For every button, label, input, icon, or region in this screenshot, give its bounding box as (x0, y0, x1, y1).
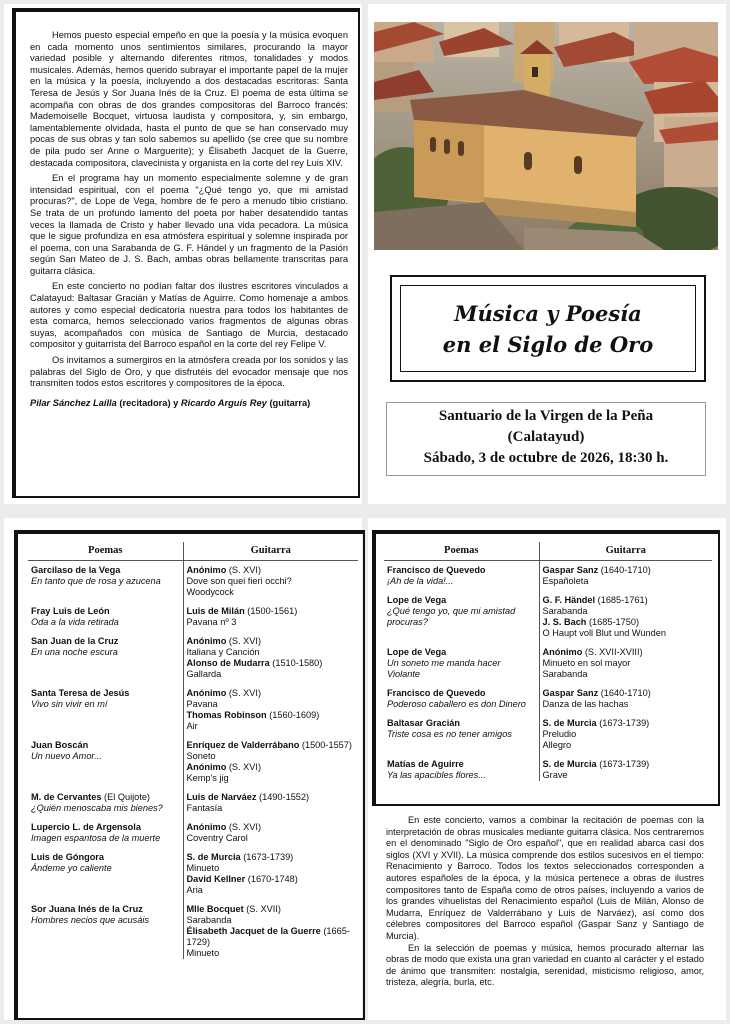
program-right-frame (372, 530, 720, 806)
program-row (28, 628, 358, 680)
program-right-body (384, 561, 712, 782)
program-row (384, 639, 712, 680)
poem-cell (28, 814, 183, 844)
work-title: Woodycock (186, 587, 234, 597)
composer-line (187, 658, 356, 669)
poet-name: Lupercio L. de Argensola (31, 822, 141, 832)
program-row (384, 710, 712, 751)
composer-name: Luis de Milán (186, 606, 245, 616)
poet-name: M. de Cervantes (31, 792, 102, 802)
composer-name: Enríquez de Valderrábano (186, 740, 300, 750)
intro-paragraph: Os invitamos a sumergiros en la atmósfera creada por los sonidos y las palabras del Siglo de Oro, y que disfrutéis del evocador mensaje que nos transmiten todos estos escritores y compositores de la época. (30, 355, 348, 389)
program-left-body (28, 561, 358, 960)
composer-name: Élisabeth Jacquet de la Guerre (186, 926, 321, 936)
composer-dates: (S. XVI) (228, 762, 262, 772)
composer-name: Anónimo (186, 565, 227, 575)
poet-note: (El Quijote) (104, 792, 150, 802)
composer-name: Gaspar Sanz (542, 688, 599, 698)
work-title: Españoleta (542, 576, 589, 586)
intro-paragraph: Hemos puesto especial empeño en que la poesía y la música evoquen en cada momento unos sentimientos similares, procurando la mayor variedad posible y alternando diferentes ritmos, tonalidades y modos musicales. Además, hemos querido subrayar el importante papel de la mujer en la música y la poesía, incluyendo a dos destacadas escritoras: Santa Teresa de Jesús y Sor Juana Inés de la Cruz. El poema de esta última se acompaña con obras de dos grandes compositoras del Barroco francés: Mademoiselle Bocquet, virtuosa laudista y compositora, y, sin embargo, lamentablemente olvidada, hasta el punto de que se han conservado muy pocas de sus obras y tan solo sabemos su apellido (se cree que su nombre de pila pudo ser Anne o Marguerite); y Élisabeth Jacquet de la Guerre, destacada compositora, clavecinista y organista en la corte del rey Luis XIV. (30, 30, 348, 168)
poem-title: Vivo sin vivir en mí (31, 699, 108, 709)
work-title: Gallarda (186, 669, 222, 679)
composer-name: Luis de Narváez (186, 792, 257, 802)
poem-title: Poderoso caballero es don Dinero (387, 699, 526, 709)
poet-name: Luis de Góngora (31, 852, 104, 862)
composer-dates: (S. XVI) (228, 822, 262, 832)
composer-line (187, 636, 356, 647)
music-cell (183, 561, 358, 599)
poem-title: En tanto que de rosa y azucena (31, 576, 161, 586)
composer-line (187, 606, 356, 617)
program-table-right (384, 542, 712, 781)
work-title: Sarabanda (542, 669, 588, 679)
composer-line (543, 759, 710, 770)
church-town-photo-icon (374, 22, 718, 250)
program-row (28, 598, 358, 628)
music-cell (183, 896, 358, 959)
poem-cell (384, 639, 539, 680)
poem-title: Un nuevo Amor... (31, 751, 102, 761)
composer-line (187, 874, 356, 885)
work-title: Sarabanda (542, 606, 588, 616)
poem-title: ¿Qué tengo yo, que mi amistad procuras? (387, 606, 516, 627)
composer-dates: (S. XVII-XVIII) (584, 647, 643, 657)
music-cell (183, 784, 358, 814)
poems-header: Poemas (384, 542, 539, 561)
composer-name: Anónimo (186, 762, 227, 772)
program-row (28, 844, 358, 896)
poem-cell (28, 561, 183, 599)
poem-cell (384, 680, 539, 710)
program-left (28, 542, 358, 1012)
work-title: Dove son quei fieri occhi? (186, 576, 292, 586)
poet-name: Francisco de Quevedo (387, 688, 486, 698)
composer-name: Alonso de Mudarra (186, 658, 270, 668)
composer-name: Anónimo (542, 647, 583, 657)
composer-dates: (1500-1561) (247, 606, 298, 616)
composer-dates: (1673-1739) (599, 759, 650, 769)
work-title: Allegro (542, 740, 572, 750)
composer-name: Mlle Bocquet (186, 904, 244, 914)
music-cell (539, 710, 712, 751)
composer-line (543, 617, 710, 628)
poem-cell (28, 732, 183, 784)
music-cell (539, 561, 712, 588)
poet-name: Lope de Vega (387, 595, 447, 605)
work-title: Air (186, 721, 198, 731)
work-title: Pavana (186, 699, 218, 709)
composer-line (187, 926, 356, 948)
work-title: Sarabanda (186, 915, 232, 925)
program-row (28, 896, 358, 959)
program-row (28, 784, 358, 814)
music-cell (183, 732, 358, 784)
outro-paragraph: En la selección de poemas y música, hemos procurado alternar las obras de modo que exista una gran variedad en cuanto al carácter y el estado de ánimo que transmiten: nostalgia, serenidad, misticismo religioso, amor, tristeza, alegría, burla, etc. (386, 942, 704, 988)
work-title: Aria (186, 885, 203, 895)
composer-dates: (S. XVI) (228, 636, 262, 646)
poet-name: Sor Juana Inés de la Cruz (31, 904, 143, 914)
program-right (384, 542, 712, 798)
poet-name: Garcilaso de la Vega (31, 565, 121, 575)
program-row (384, 561, 712, 588)
poem-cell (384, 751, 539, 781)
composer-dates: (1490-1552) (259, 792, 310, 802)
composer-name: Gaspar Sanz (542, 565, 599, 575)
composer-name: S. de Murcia (542, 718, 597, 728)
poem-cell (28, 680, 183, 732)
composer-line (187, 852, 356, 863)
program-row (28, 732, 358, 784)
composer-line (187, 565, 356, 576)
composer-dates: (1685-1750) (588, 617, 640, 627)
poem-title: ¿Quién menoscaba mis bienes? (31, 803, 163, 813)
composer-line (187, 904, 356, 915)
poem-title: Un soneto me manda hacer Violante (387, 658, 501, 679)
composer-line (543, 595, 710, 606)
poem-cell (28, 598, 183, 628)
composer-name: J. S. Bach (542, 617, 587, 627)
guitar-header: Guitarra (183, 542, 358, 561)
composer-line (187, 710, 356, 721)
composer-line (543, 718, 710, 729)
poem-title: Hombres necios que acusáis (31, 915, 149, 925)
composer-line (187, 792, 356, 803)
composer-dates: (S. XVII) (246, 904, 281, 914)
poem-cell (384, 561, 539, 588)
composer-dates: (1640-1710) (600, 565, 651, 575)
guitar-header: Guitarra (539, 542, 712, 561)
poem-cell (28, 628, 183, 680)
program-row (28, 561, 358, 599)
composer-line (187, 762, 356, 773)
composer-name: S. de Murcia (542, 759, 597, 769)
composer-dates: (1510-1580) (272, 658, 323, 668)
program-table-left (28, 542, 358, 959)
music-cell (539, 680, 712, 710)
poet-name: San Juan de la Cruz (31, 636, 119, 646)
work-title: Pavana nº 3 (186, 617, 237, 627)
work-title: Minueto en sol mayor (542, 658, 631, 668)
poem-title: Ya las apacibles flores... (387, 770, 486, 780)
church-photo (374, 22, 718, 250)
composer-dates: (S. XVI) (228, 688, 262, 698)
program-row (28, 814, 358, 844)
composer-name: Anónimo (186, 688, 227, 698)
program-row (384, 680, 712, 710)
music-cell (183, 598, 358, 628)
poem-title: Imagen espantosa de la muerte (31, 833, 161, 843)
poet-name: Matías de Aguirre (387, 759, 464, 769)
outro-text (386, 815, 704, 989)
composer-name: G. F. Händel (542, 595, 596, 605)
composer-dates: (1560-1609) (269, 710, 320, 720)
work-title: Italiana y Canción (186, 647, 260, 657)
composer-dates: (1665-1729) (186, 926, 350, 947)
concert-title-inner-frame (400, 285, 696, 372)
poet-name: Juan Boscán (31, 740, 89, 750)
poem-cell (28, 784, 183, 814)
concert-title-box (390, 275, 706, 382)
music-cell (539, 751, 712, 781)
poet-name: Santa Teresa de Jesús (31, 688, 130, 698)
work-title: O Haupt voll Blut und Wunden (542, 628, 666, 638)
work-title: Preludio (542, 729, 577, 739)
program-row (28, 680, 358, 732)
music-cell (539, 587, 712, 639)
program-row (384, 587, 712, 639)
composer-line (543, 647, 710, 658)
composer-name: David Kellner (186, 874, 246, 884)
poet-name: Lope de Vega (387, 647, 447, 657)
intro-text (30, 30, 348, 413)
program-left-frame (14, 530, 365, 1020)
work-title: Soneto (186, 751, 216, 761)
composer-dates: (1673-1739) (243, 852, 294, 862)
work-title: Coventry Carol (186, 833, 248, 843)
work-title: Fantasía (186, 803, 223, 813)
music-cell (183, 680, 358, 732)
composer-line (187, 822, 356, 833)
music-cell (183, 844, 358, 896)
composer-dates: (1685-1761) (597, 595, 648, 605)
performer-name: Pilar Sánchez Laílla (30, 397, 117, 408)
poem-cell (28, 844, 183, 896)
intro-paragraph: En este concierto no podían faltar dos ilustres escritores vinculados a Calatayud: Baltasar Gracián y Matías de Aguirre. Como homenaje a ambos autores y como especial dedicatoria nuestra para todos los habitantes de esta comarca, hemos seleccionado varios fragmentos de algunas obras suyas, acompañados con música de Santiago de Murcia, destacado compositor y guitarrista del Barroco español en la corte del rey Felipe V. (30, 281, 348, 350)
intro-paragraph: En el programa hay un momento especialmente solemne y de gran intensidad espiritual, con el poema "¿Qué tengo yo, que mi amistad procuras?", de Lope de Vega, hombre de fe pero a menudo tibio cristiano. Se trata de un profundo lamento del poeta por haber desatendido tantas veces la llamada de Cristo y haber llevado una vida pecadora. La música que le sigue profundiza en esa atmósfera espiritual y solemne inspirada por el poema, con una Sarabanda de G. F. Händel y un fragmento de la Pasión según San Mateo de J. S. Bach, ambas obras bellamente transcritas para guitarra clásica. (30, 173, 348, 276)
composer-dates: (1670-1748) (247, 874, 298, 884)
work-title: Minueto (186, 948, 220, 958)
poem-title: Triste cosa es no tener amigos (387, 729, 512, 739)
music-cell (183, 814, 358, 844)
poem-cell (384, 587, 539, 639)
composer-dates: (1500-1557) (301, 740, 352, 750)
poem-cell (384, 710, 539, 751)
composer-line (187, 740, 356, 751)
work-title: Kemp's jig (186, 773, 229, 783)
poems-header: Poemas (28, 542, 183, 561)
program-row (384, 751, 712, 781)
venue-box (386, 402, 706, 476)
intro-frame (12, 8, 360, 498)
music-cell (539, 639, 712, 680)
outro-paragraph: En este concierto, vamos a combinar la recitación de poemas con la interpretación de obras musicales mediante guitarra clásica. Nos centraremos en el denominado "Siglo de Oro español", que en realidad abarca casi dos siglos (XVI y XVII). La música comprende dos estilos sucesivos en el tiempo: Renacimiento y Barroco. Todos los textos seleccionados corresponden a autores españoles de la época, y la música pertenece a obras de ilustres compositores tanto de España como de otros países, incluyendo a varios de los grandes vihuelistas del Renacimiento español (Luis de Milán, Alonso de Mudarra, Enríquez de Valderrábano y Luis de Narváez), así como dos célebres compositores del Barroco español (Gaspar Sanz y Santiago de Murcia). (386, 815, 704, 941)
signature (30, 398, 348, 410)
venue-name: Santuario de la Virgen de la Peña (438, 408, 654, 424)
venue-town: (Calatayud) (507, 429, 585, 445)
composer-line (187, 688, 356, 699)
music-cell (183, 628, 358, 680)
composer-dates: (1640-1710) (600, 688, 651, 698)
composer-name: S. de Murcia (186, 852, 241, 862)
composer-name: Anónimo (186, 636, 227, 646)
composer-name: Thomas Robinson (186, 710, 267, 720)
poem-title: ¡Ah de la vida!... (387, 576, 454, 586)
concert-title-line2: en el Siglo de Oro (442, 331, 654, 357)
poem-title: En una noche escura (31, 647, 118, 657)
poem-title: Ándeme yo caliente (31, 863, 112, 873)
composer-dates: (S. XVI) (228, 565, 262, 575)
performer-name: Ricardo Arguís Rey (180, 397, 267, 408)
composer-line (543, 565, 710, 576)
performer-role: (recitadora) y (119, 397, 179, 408)
poem-cell (28, 896, 183, 959)
work-title: Danza de las hachas (542, 699, 629, 709)
concert-date: Sábado, 3 de octubre de 2026, 18:30 h. (423, 450, 669, 466)
work-title: Grave (542, 770, 568, 780)
composer-line (543, 688, 710, 699)
composer-name: Anónimo (186, 822, 227, 832)
work-title: Minueto (186, 863, 220, 873)
poem-title: Oda a la vida retirada (31, 617, 119, 627)
poet-name: Francisco de Quevedo (387, 565, 486, 575)
composer-dates: (1673-1739) (599, 718, 650, 728)
poet-name: Fray Luis de León (31, 606, 110, 616)
concert-title-line1: Música y Poesía (454, 300, 642, 326)
performer-role: (guitarra) (269, 397, 311, 408)
poet-name: Baltasar Gracián (387, 718, 461, 728)
